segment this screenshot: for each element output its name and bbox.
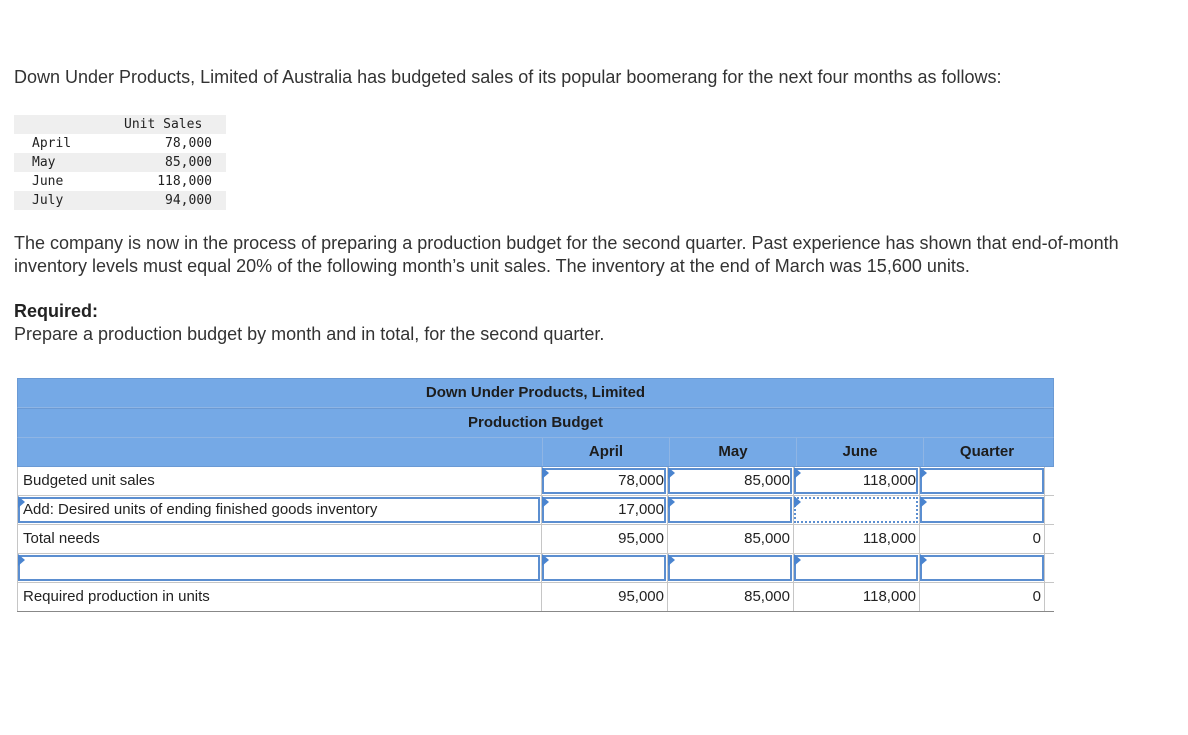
sales-month: May bbox=[32, 155, 56, 170]
input-marker-icon bbox=[794, 467, 801, 479]
column-quarter: Quarter bbox=[923, 438, 1050, 466]
sales-month: April bbox=[32, 136, 72, 151]
budget-title: Down Under Products, Limited bbox=[17, 378, 1054, 408]
column-june: June bbox=[796, 438, 923, 466]
sales-row-july bbox=[14, 191, 226, 210]
blank-june-input[interactable] bbox=[793, 554, 919, 582]
input-marker-icon bbox=[668, 554, 675, 566]
row-label: Required production in units bbox=[17, 583, 541, 611]
row-label: Budgeted unit sales bbox=[17, 467, 541, 495]
sales-value: 78,000 bbox=[165, 136, 212, 151]
budget-subtitle: Production Budget bbox=[17, 408, 1054, 438]
required-title: Required: bbox=[14, 301, 99, 321]
sales-value: 118,000 bbox=[157, 174, 212, 189]
required-prod-april: 95,000 bbox=[541, 583, 667, 611]
input-marker-icon bbox=[18, 554, 25, 566]
ending-inv-quarter-input[interactable] bbox=[919, 496, 1045, 524]
ending-inv-may-input[interactable] bbox=[667, 496, 793, 524]
required-prod-june: 118,000 bbox=[793, 583, 919, 611]
required-text: Prepare a production budget by month and in total, for the second quarter. bbox=[14, 324, 605, 344]
unit-sales-table bbox=[14, 115, 226, 210]
column-april: April bbox=[542, 438, 669, 466]
row-total-needs bbox=[17, 525, 1054, 554]
sales-row-april bbox=[14, 134, 226, 153]
input-marker-icon bbox=[542, 467, 549, 479]
input-marker-icon bbox=[542, 554, 549, 566]
total-needs-quarter: 0 bbox=[919, 525, 1045, 553]
input-marker-icon bbox=[794, 554, 801, 566]
sales-month: July bbox=[32, 193, 64, 208]
budget-column-header bbox=[17, 438, 1054, 467]
row-blank-input bbox=[17, 554, 1054, 583]
unit-sales-header-row bbox=[14, 115, 226, 134]
blank-quarter-input[interactable] bbox=[919, 554, 1045, 582]
sales-row-june bbox=[14, 172, 226, 191]
sales-may-input[interactable]: 85,000 bbox=[667, 467, 793, 495]
input-marker-icon bbox=[668, 496, 675, 508]
sales-value: 85,000 bbox=[165, 155, 212, 170]
problem-paragraph: The company is now in the process of preparing a production budget for the second quarter. Past experience has shown that end-of-month inventory levels must equal 20% of the following month’s unit sales. The inventory at the end of March was 15,600 units. bbox=[14, 233, 1119, 276]
total-needs-june: 118,000 bbox=[793, 525, 919, 553]
input-marker-icon bbox=[794, 496, 801, 508]
input-marker-icon bbox=[920, 554, 927, 566]
blank-april-input[interactable] bbox=[541, 554, 667, 582]
input-marker-icon bbox=[668, 467, 675, 479]
blank-label-select[interactable] bbox=[17, 554, 541, 582]
input-marker-icon bbox=[920, 496, 927, 508]
sales-row-may bbox=[14, 153, 226, 172]
column-may: May bbox=[669, 438, 796, 466]
required-prod-may: 85,000 bbox=[667, 583, 793, 611]
sales-month: June bbox=[32, 174, 64, 189]
sales-june-input[interactable]: 118,000 bbox=[793, 467, 919, 495]
row-label: Total needs bbox=[17, 525, 541, 553]
row-budgeted-unit-sales bbox=[17, 467, 1054, 496]
problem-intro: Down Under Products, Limited of Australia has budgeted sales of its popular boomerang for the next four months as follows: bbox=[14, 67, 1002, 87]
total-needs-april: 95,000 bbox=[541, 525, 667, 553]
sales-value: 94,000 bbox=[165, 193, 212, 208]
input-marker-icon bbox=[18, 496, 25, 508]
ending-inv-april-input[interactable]: 17,000 bbox=[541, 496, 667, 524]
row-required-production bbox=[17, 583, 1054, 612]
sales-quarter-input[interactable] bbox=[919, 467, 1045, 495]
ending-inv-june-input[interactable] bbox=[793, 496, 919, 524]
row-ending-inventory bbox=[17, 496, 1054, 525]
required-prod-quarter: 0 bbox=[919, 583, 1045, 611]
ending-inventory-label-select[interactable]: Add: Desired units of ending finished goods inventory bbox=[17, 496, 541, 524]
production-budget bbox=[17, 378, 1054, 612]
input-marker-icon bbox=[920, 467, 927, 479]
total-needs-may: 85,000 bbox=[667, 525, 793, 553]
unit-sales-header: Unit Sales bbox=[124, 117, 203, 132]
blank-may-input[interactable] bbox=[667, 554, 793, 582]
input-marker-icon bbox=[542, 496, 549, 508]
sales-april-input[interactable]: 78,000 bbox=[541, 467, 667, 495]
header-spacer bbox=[18, 438, 542, 466]
